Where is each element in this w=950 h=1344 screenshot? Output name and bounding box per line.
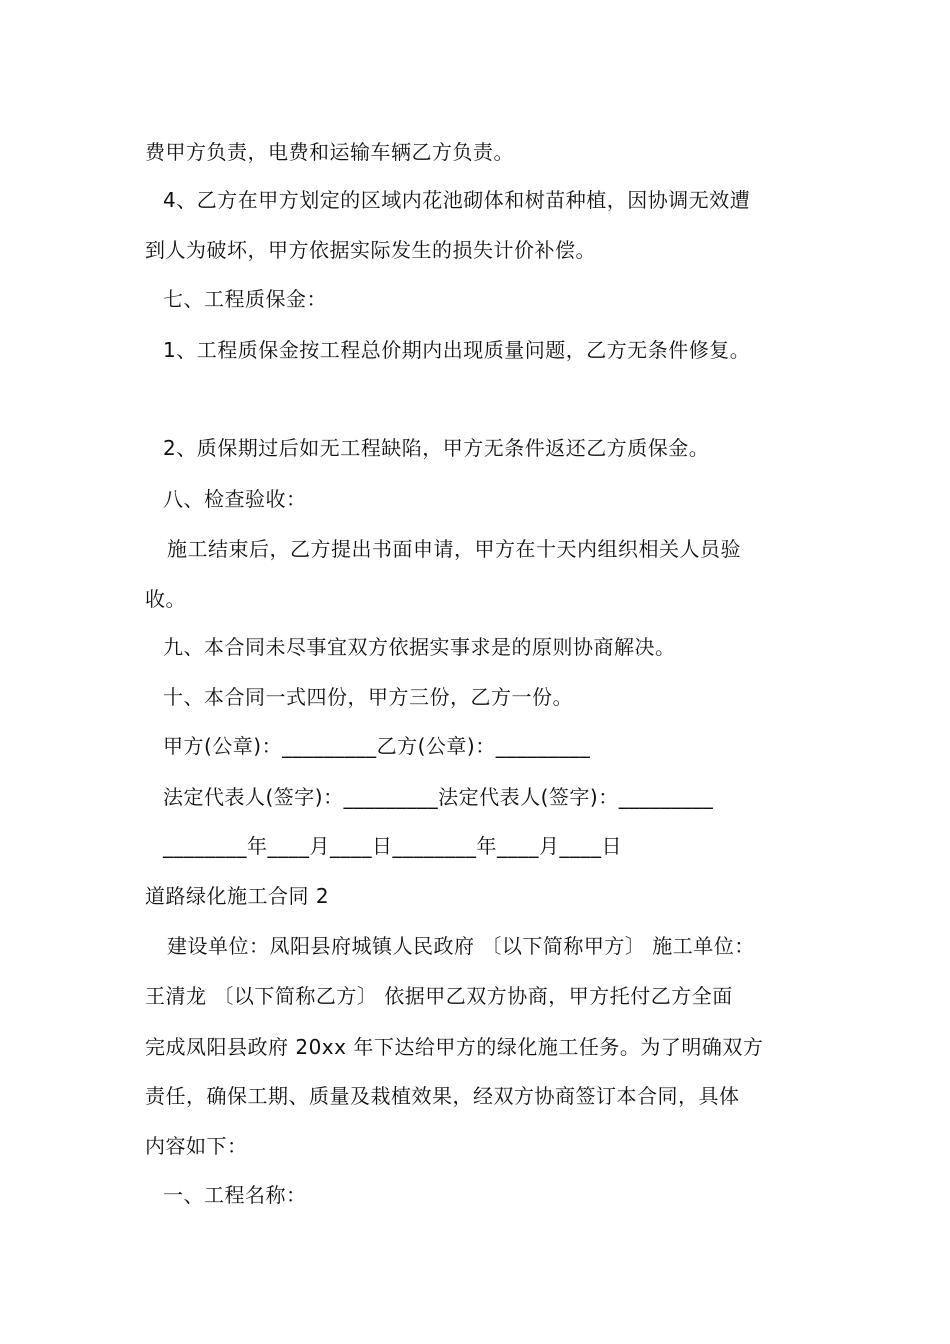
signature-line: 法定代表人(签字)：_________法定代表人(签字)：_________: [163, 785, 714, 809]
document-title: 道路绿化施工合同 2: [145, 884, 330, 908]
text-line: 施工结束后，乙方提出书面申请，甲方在十天内组织相关人员验: [167, 537, 741, 561]
text-line: 4、乙方在甲方划定的区域内花池砌体和树苗种植，因协调无效遭: [163, 188, 751, 212]
text-line: 费甲方负责，电费和运输车辆乙方负责。: [145, 140, 514, 164]
text-line: 1、工程质保金按工程总价期内出现质量问题，乙方无条件修复。: [163, 338, 751, 362]
text-line: 内容如下：: [145, 1134, 248, 1158]
text-line: 到人为破坏，甲方依据实际发生的损失计价补偿。: [145, 238, 596, 262]
text-line: 完成凤阳县政府 20xx 年下达给甲方的绿化施工任务。为了明确双方: [145, 1035, 764, 1059]
section-heading: 十、本合同一式四份，甲方三份，乙方一份。: [163, 685, 573, 709]
text-line: 建设单位：凤阳县府城镇人民政府 〔以下简称甲方〕 施工单位：: [167, 934, 755, 958]
section-heading: 七、工程质保金：: [163, 287, 327, 311]
text-line: 2、质保期过后如无工程缺陷，甲方无条件返还乙方质保金。: [163, 436, 710, 460]
text-line: 收。: [145, 587, 186, 611]
section-heading: 九、本合同未尽事宜双方依据实事求是的原则协商解决。: [163, 635, 676, 659]
text-line: 责任，确保工期、质量及栽植效果，经双方协商签订本合同，具体: [145, 1084, 740, 1108]
date-line: ________年____月____日________年____月____日: [163, 834, 622, 858]
section-heading: 八、检查验收：: [163, 487, 307, 511]
text-line: 王清龙 〔以下简称乙方〕 依据甲乙双方协商，甲方托付乙方全面: [145, 984, 733, 1008]
signature-line: 甲方(公章)：_________乙方(公章)：_________: [163, 734, 591, 758]
section-heading: 一、工程名称：: [163, 1183, 307, 1207]
